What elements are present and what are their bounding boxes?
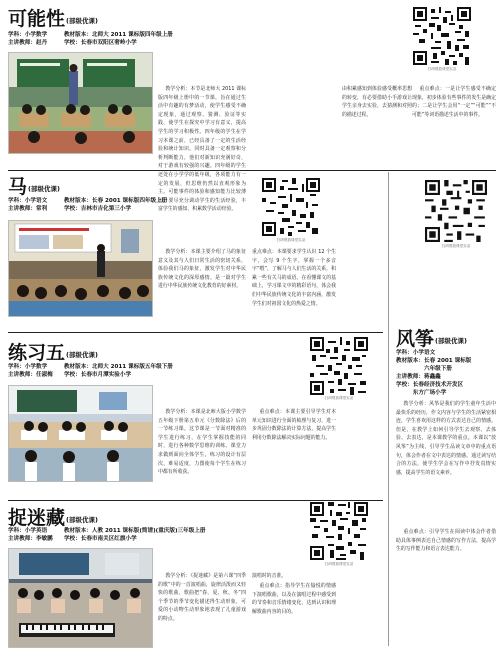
lesson-title: 捉迷藏(部级优课): [8, 507, 98, 529]
classroom-photo: [8, 385, 153, 482]
lesson-paragraph: 教学分析：本节是北师大 2011 课标版四年级上册中的一节课，旨在通过生活中有趣的有梦活动，使学生感受不确定现象，通过观察、猜测、验证等实践，使学生在探究中学习有意义，提高学生的学习积极性。四年级的学生在学习本课之前，已经具备了一定的生活经验和统计知识，同时具备一定观察和分析判断能力，他们对新知识充满好奇，对于游戏有较强的兴趣。四年级的学生还处在小学学的低年级，各项能力有一定的发展，但思维仍然以直观形象为主。可能事件的体验和感知能力比较薄弱，要尽充分调动学生的生活经验，丰富学生的感知，积累数学活动经验。: [158, 86, 246, 213]
lesson-paragraph: 教学分析：《捉迷藏》是第六课“四季的歌”中的一首演唱曲，旋律活泼而又轻快的歌曲，歌曲把“春、夏、秋、冬”四个季节的季节变化描述得生动形象，可爱的小动物生动形象地表现了儿童游戏的特点。: [158, 573, 246, 622]
qr-code[interactable]: [413, 7, 471, 65]
section-divider: [8, 170, 496, 171]
lesson-paragraph-continued: [252, 85, 336, 160]
award-badge: (部级优课): [28, 185, 60, 193]
lesson-paragraph: 重点难点：一是让学生感受不确定现象，初步体验有些事件的发生是确定的；二是让学生会用“一定”“可能”“不可能”等词语描述生活中的事件。: [412, 86, 496, 118]
qr-code-icon: [310, 502, 368, 560]
qr-code-icon: [413, 7, 471, 65]
classroom-photo: [8, 220, 153, 317]
column-divider: [388, 172, 389, 646]
lesson-meta: 学科：小学语文 教材版本：长春 2001 课标版 六年级下册 主讲教师：蒋鑫鑫 学校：长春经济技术开发区 东方广场小学: [396, 350, 472, 396]
award-badge: (部级优课): [66, 351, 98, 359]
qr-code-icon: [425, 180, 487, 242]
lesson-paragraph: 由积累感知到体验感受概率思想的转变，有必要借助小手游戏让学生亲身去实验，去猜测和对照的描述过程。: [342, 86, 412, 118]
qr-code[interactable]: [425, 180, 487, 242]
lesson-title: 马(部级优课): [8, 176, 60, 198]
qr-caption: 扫码观看课堂实录: [441, 244, 471, 248]
lesson-title: 可能性(部级优课): [8, 8, 98, 30]
qr-code[interactable]: [262, 178, 320, 236]
lesson-paragraph: 演唱时的音准。: [252, 573, 287, 579]
lesson-meta: 学科：小学数学 教材版本：北师大 2011 课标版四年级上册 主讲教师：赵丹 学校：长春市双阳区奢岭小学: [8, 32, 173, 46]
qr-code[interactable]: [310, 337, 368, 395]
section-divider: [8, 332, 383, 333]
lesson-paragraph: 教学分析：风筝是我们的学生童年生活中最快乐的经历，作文内容与学生的生活紧密相连，学生喜欢用这样的方式表达自己的情感。但是，在教学上如何引导学生去观察、去体验、去表达，是本课教学的重点。本课以“放风筝”为主线，引导学生品读文章中的重点语句，体会作者在文中表达的情感。通过读写结合的方法，使学生学会在写作中抒发真情实感，提高学生的语文素养。: [396, 401, 496, 476]
award-badge: (部级优课): [435, 337, 467, 345]
lesson-paragraph: 重点难点：本课要求学生认识 12 个生字，会写 9 个生字，掌握一个多音字“喂”，了解马与人们生活的关系，积累一些有关马的成语。在看懂课文的基础上，学习课文中的精彩语句，体会我们中华民族传统文化的丰富内涵，激发学生们对祖国文化的热爱之情。: [252, 249, 336, 307]
qr-caption: 扫码观看课堂实录: [427, 67, 457, 71]
lesson-paragraph: 重点难点：引导学生在阅读中体会作者借助具体事例表达自己情感的写作方法，提高学生的写作能力和语言表达能力。: [396, 529, 496, 553]
lesson-title: 练习五(部级优课): [8, 342, 98, 364]
lesson-meta: 学科：小学数学 教材版本：北师大 2011 课标版五年级下册 主讲教师：任淑梅 学校：长春市月潭实验小学: [8, 364, 173, 378]
lesson-paragraph: 教学分析：本课是北师大版小学数学五年级下册第五单元《分数除法》后的一节练习课。这节课是一节面对精准的学生进行练习，在学生掌握技能的同时，进行各种数学思维的训练。课堂力求做到面向全体学生，练习的设计有层次，难易适度，力图使每个学生在练习中都有所收获。: [158, 409, 246, 476]
award-badge: (部级优课): [66, 516, 98, 524]
classroom-photo: [8, 548, 153, 648]
award-badge: (部级优课): [66, 17, 98, 25]
lesson-paragraph: 重点难点：指导学生在愉悦的情感下演唱歌曲，以及在演唱过程中感受到的节奏和音乐情绪变化，达到认识和理解歌曲内容的目的。: [252, 583, 336, 615]
lesson-meta: 学科：小学语文 教材版本：长春 2001 课标版四年级上册 主讲教师：常利 学校：吉林市吉化第三小学: [8, 198, 168, 212]
lesson-paragraph: 重点难点：本课主要引导学生对本单元知识进行全面的梳理与复习，进一步巩固分数除法的计算方法，提高学生利用分数除法解决实际问题的能力。: [252, 409, 336, 441]
qr-code-icon: [310, 337, 368, 395]
lesson-paragraph: 教学分析：本课主要介绍了马的象征意义及其与人们日常生活的密切关系，体验我们马的象征，激发学生对中华民族传统文化的深厚感情。是一篇对学生进行中华民族传统文化教育的好素材。: [158, 249, 246, 290]
qr-code-icon: [262, 178, 320, 236]
lesson-meta: 学科：小学英语 教材版本：人教 2011 课标版(简谱)(重庆版)三年级上册 主讲教师：李敏鹏 学校：长春市南关区红旗小学: [8, 528, 206, 542]
section-divider: [8, 500, 383, 501]
qr-caption: 扫码观看课堂实录: [324, 562, 354, 566]
lesson-title: 风筝(部级优课): [396, 328, 467, 350]
classroom-photo: [8, 52, 153, 154]
qr-caption: 扫码观看课堂实录: [324, 396, 354, 400]
qr-caption: 扫码观看课堂实录: [276, 238, 306, 242]
qr-code[interactable]: [310, 502, 368, 560]
